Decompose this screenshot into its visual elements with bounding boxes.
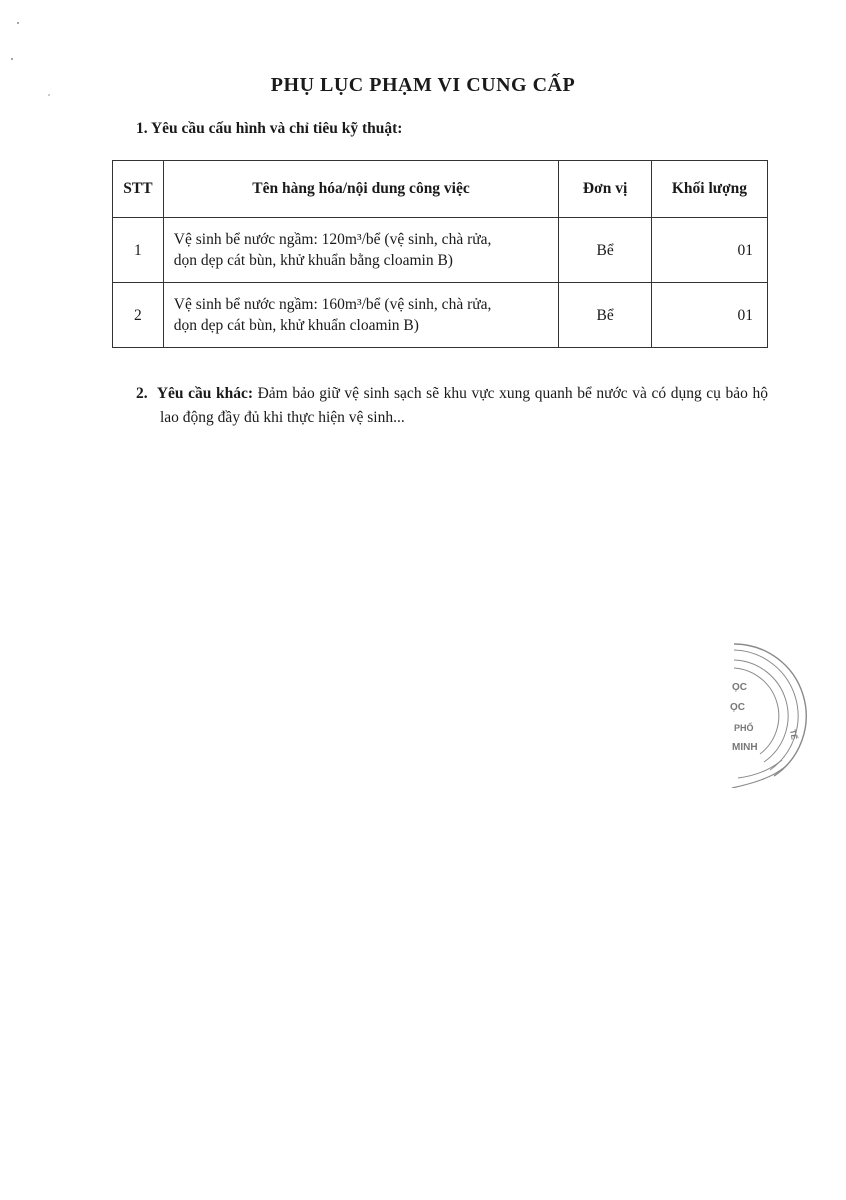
row-item-name [163,218,558,283]
section-1-heading [136,120,402,138]
section-2-number: 2. [136,385,148,402]
section-2-heading: Yêu cầu khác: [156,385,253,402]
specification-table [112,160,768,348]
scan-speck [11,58,13,60]
stamp-text-fragment: ỌC [730,702,745,713]
row-stt: 1 [113,218,164,283]
table-header-row [113,161,768,218]
section-1-title: Yêu cầu cấu hình và chỉ tiêu kỹ thuật: [150,120,403,137]
stamp-text-fragment: MINH [732,742,758,753]
row-stt: 2 [113,283,164,348]
row-item-name [163,283,558,348]
official-stamp-icon [690,638,810,788]
scan-speck [17,22,19,24]
row-unit: Bể [559,283,652,348]
section-2 [136,382,768,430]
row-item-name-line: dọn dẹp cát bùn, khử khuẩn cloamin B) [173,317,419,334]
table-row [113,283,768,348]
stamp-text-fragment: TẾ [788,728,799,741]
row-quantity: 01 [651,218,767,283]
header-quantity: Khối lượng [651,161,767,218]
stamp-text-fragment: ỌC [732,682,747,693]
row-unit: Bể [559,218,652,283]
section-1-number: 1. [136,120,148,137]
row-item-name-line: dọn dẹp cát bùn, khử khuẩn bằng cloamin B) [173,252,453,269]
document-title: PHỤ LỤC PHẠM VI CUNG CẤP [270,74,576,96]
header-unit: Đơn vị [559,161,652,218]
header-item-name: Tên hàng hóa/nội dung công việc [163,161,558,218]
section-2-paragraph [136,382,768,430]
table-row [113,218,768,283]
row-item-name-line: Vệ sinh bể nước ngầm: 160m³/bể (vệ sinh, chà rửa, [173,296,492,313]
section-2-text: Đảm bảo giữ vệ sinh sạch sẽ khu vực xung quanh bể nước và có dụng cụ bảo hộ lao động đầy đủ khi thực hiện vệ sinh... [160,385,769,426]
row-item-name-line: Vệ sinh bể nước ngầm: 120m³/bể (vệ sinh, chà rửa, [173,231,492,248]
row-quantity: 01 [651,283,767,348]
header-stt: STT [113,161,164,218]
stamp-text-fragment: PHỐ [734,723,754,733]
